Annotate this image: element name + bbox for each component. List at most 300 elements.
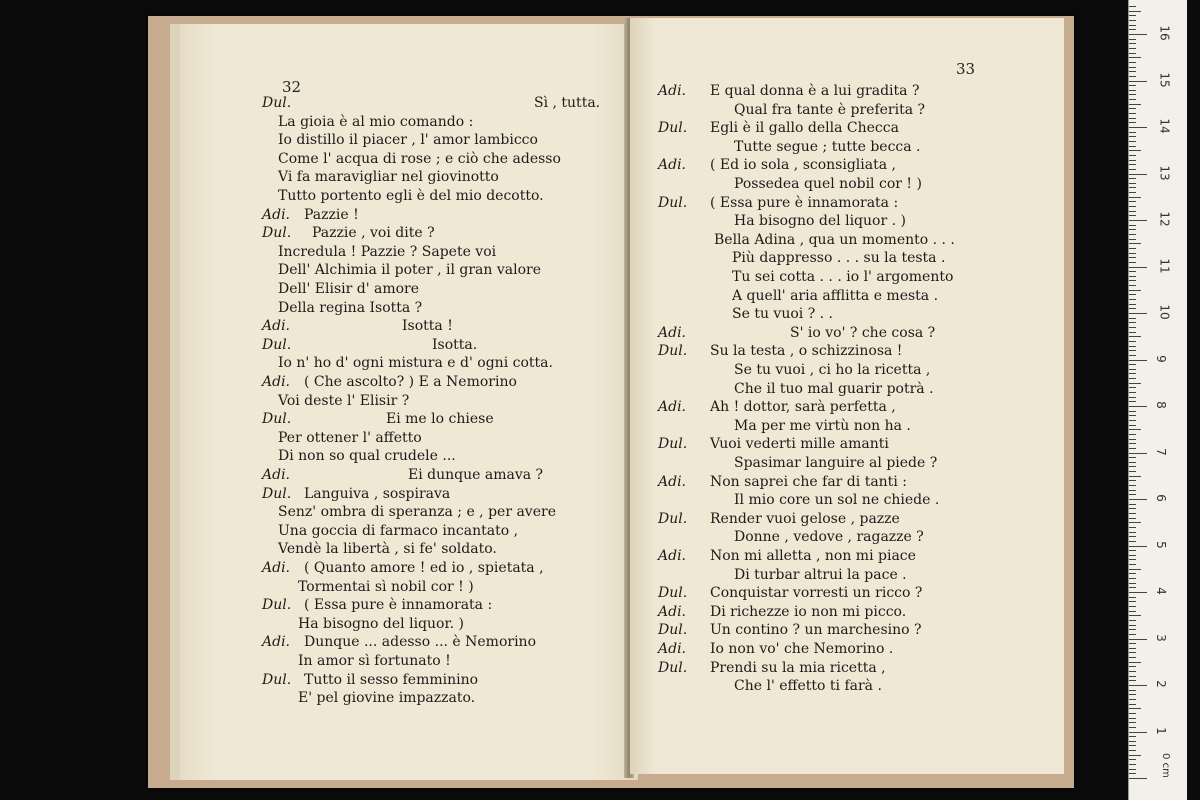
ruler-tick xyxy=(1129,155,1136,156)
ruler-tick xyxy=(1129,680,1136,681)
verse-text: In amor sì fortunato ! xyxy=(298,653,451,669)
text-line xyxy=(262,131,538,149)
ruler-tick xyxy=(1129,745,1136,746)
ruler-tick xyxy=(1129,285,1136,286)
ruler-tick xyxy=(1129,113,1136,114)
verse-text: Vendè la libertà , si fe' soldato. xyxy=(278,541,497,558)
ruler-tick xyxy=(1129,25,1136,26)
ruler-tick xyxy=(1129,294,1136,295)
ruler-tick xyxy=(1129,211,1136,212)
verse-text: E' pel giovine impazzato. xyxy=(298,690,476,707)
measuring-ruler xyxy=(1128,0,1187,800)
ruler-tick xyxy=(1129,718,1136,719)
ruler-tick xyxy=(1129,536,1136,537)
ruler-tick xyxy=(1129,550,1136,551)
verse-text: Ei dunque amava ? xyxy=(408,467,544,483)
ruler-tick xyxy=(1129,666,1136,667)
speaker-label: Dul. xyxy=(262,671,292,688)
ruler-tick xyxy=(1129,197,1141,198)
ruler-tick xyxy=(1129,118,1136,119)
text-line xyxy=(262,652,451,670)
ruler-tick xyxy=(1129,220,1147,221)
ruler-tick xyxy=(1129,341,1136,342)
speaker-label: Adi. xyxy=(262,634,290,651)
ruler-tick xyxy=(1129,769,1136,770)
text-line xyxy=(658,640,893,658)
ruler-tick xyxy=(1129,43,1136,44)
text-line xyxy=(658,268,953,286)
verse-text: ( Ed io sola , sconsigliata , xyxy=(710,157,896,174)
ruler-tick xyxy=(1129,504,1136,505)
ruler-tick xyxy=(1129,671,1136,672)
text-line xyxy=(262,485,450,503)
ruler-tick xyxy=(1129,206,1136,207)
ruler-tick xyxy=(1129,132,1136,133)
ruler-tick xyxy=(1129,373,1136,374)
ruler-tick xyxy=(1129,597,1136,598)
ruler-tick xyxy=(1129,573,1136,574)
ruler-tick xyxy=(1129,57,1141,58)
text-line xyxy=(658,324,935,342)
ruler-tick xyxy=(1129,518,1136,519)
text-line xyxy=(262,373,517,391)
ruler-tick xyxy=(1129,299,1136,300)
ruler-tick xyxy=(1129,434,1136,435)
verse-text: Della regina Isotta ? xyxy=(278,299,423,316)
ruler-tick xyxy=(1129,592,1147,593)
text-line xyxy=(262,94,600,112)
text-line xyxy=(262,168,499,186)
text-line xyxy=(262,466,543,484)
verse-text: Conquistar vorresti un ricco ? xyxy=(710,585,923,602)
left-page xyxy=(170,24,638,780)
text-line xyxy=(658,287,938,305)
ruler-tick xyxy=(1129,11,1141,12)
verse-text: Non saprei che far di tanti : xyxy=(710,473,907,490)
text-line xyxy=(658,473,907,491)
verse-text: La gioia è al mio comando : xyxy=(278,113,474,130)
ruler-number: 13 xyxy=(1157,164,1172,181)
ruler-tick xyxy=(1129,350,1136,351)
ruler-tick xyxy=(1129,201,1136,202)
ruler-tick xyxy=(1129,364,1136,365)
ruler-tick xyxy=(1129,127,1147,128)
ruler-tick xyxy=(1129,625,1136,626)
ruler-tick xyxy=(1129,327,1136,328)
text-line xyxy=(658,119,899,137)
verse-text: E qual donna è a lui gradita ? xyxy=(710,83,920,99)
ruler-tick xyxy=(1129,336,1141,337)
ruler-tick xyxy=(1129,546,1147,547)
text-line xyxy=(658,435,889,453)
ruler-tick xyxy=(1129,397,1136,398)
text-line xyxy=(658,454,937,472)
ruler-tick xyxy=(1129,248,1136,249)
ruler-tick xyxy=(1129,29,1136,30)
ruler-number: 7 xyxy=(1153,447,1168,456)
ruler-tick xyxy=(1129,308,1136,309)
verse-text: Se tu vuoi , ci ho la ricetta , xyxy=(734,362,931,378)
ruler-tick xyxy=(1129,657,1136,658)
ruler-tick xyxy=(1129,108,1136,109)
ruler-tick xyxy=(1129,67,1136,68)
text-line xyxy=(658,305,833,323)
ruler-tick xyxy=(1129,485,1136,486)
ruler-tick xyxy=(1129,304,1136,305)
text-line xyxy=(262,596,492,614)
ruler-tick xyxy=(1129,634,1136,635)
verse-text: Che il tuo mal guarir potrà . xyxy=(734,380,934,397)
text-line xyxy=(658,510,900,528)
text-line xyxy=(658,231,955,249)
ruler-tick xyxy=(1129,690,1136,691)
text-line xyxy=(658,156,896,174)
ruler-tick xyxy=(1129,355,1136,356)
ruler-tick xyxy=(1129,569,1141,570)
ruler-tick xyxy=(1129,243,1141,244)
page-number-left: 32 xyxy=(282,78,302,96)
text-line xyxy=(658,194,898,212)
ruler-tick xyxy=(1129,164,1136,165)
speaker-label: Dul. xyxy=(262,597,292,614)
ruler-tick xyxy=(1129,332,1136,333)
verse-text: Tutto portento egli è del mio decotto. xyxy=(278,188,544,204)
ruler-tick xyxy=(1129,755,1141,756)
speaker-label: Dul. xyxy=(658,659,688,676)
speaker-label: Dul. xyxy=(262,485,292,502)
ruler-tick xyxy=(1129,169,1136,170)
ruler-tick xyxy=(1129,160,1136,161)
ruler-number: 16 xyxy=(1157,25,1172,41)
text-line xyxy=(658,82,919,100)
ruler-tick xyxy=(1129,280,1136,281)
ruler-tick xyxy=(1129,499,1147,500)
ruler-tick xyxy=(1129,466,1136,467)
verse-text: Spasimar languire al piede ? xyxy=(734,455,938,471)
ruler-tick xyxy=(1129,90,1136,91)
ruler-tick xyxy=(1129,225,1136,226)
ruler-tick xyxy=(1129,462,1136,463)
text-line xyxy=(658,659,886,677)
text-line xyxy=(262,410,494,428)
verse-text: Ha bisogno del liquor. ) xyxy=(298,615,464,632)
ruler-tick xyxy=(1129,764,1136,765)
ruler-tick xyxy=(1129,611,1136,612)
ruler-tick xyxy=(1129,20,1136,21)
text-line xyxy=(262,206,359,224)
ruler-tick xyxy=(1129,639,1147,640)
verse-text: Pazzie , voi dite ? xyxy=(312,225,435,242)
ruler-tick xyxy=(1129,369,1136,370)
ruler-tick xyxy=(1129,601,1136,602)
verse-text: Bella Adina , qua un momento . . . xyxy=(714,231,955,248)
ruler-number: 14 xyxy=(1157,118,1172,134)
ruler-tick xyxy=(1129,471,1136,472)
ruler-tick xyxy=(1129,759,1136,760)
verse-text: ( Quanto amore ! ed io , spietata , xyxy=(304,560,544,576)
ruler-tick xyxy=(1129,490,1136,491)
ruler-number: 12 xyxy=(1157,211,1172,227)
ruler-tick xyxy=(1129,360,1147,361)
verse-text: Voi deste l' Elisir ? xyxy=(278,392,410,409)
verse-text: Ei me lo chiese xyxy=(386,411,494,428)
ruler-tick xyxy=(1129,494,1136,495)
speaker-label: Adi. xyxy=(658,157,686,174)
ruler-tick xyxy=(1129,392,1136,393)
verse-text: Incredula ! Pazzie ? Sapete voi xyxy=(278,243,497,260)
ruler-tick xyxy=(1129,773,1136,774)
ruler-number: 9 xyxy=(1153,354,1168,363)
ruler-tick xyxy=(1129,378,1136,379)
ruler-tick xyxy=(1129,448,1136,449)
ruler-tick xyxy=(1129,527,1136,528)
ruler-tick xyxy=(1129,215,1136,216)
speaker-label: Adi. xyxy=(658,603,686,620)
text-line xyxy=(658,249,945,267)
verse-text: Vi fa maravigliar nel giovinotto xyxy=(278,169,499,186)
verse-text: Il mio core un sol ne chiede . xyxy=(734,492,940,509)
ruler-tick xyxy=(1129,406,1147,407)
text-line xyxy=(262,615,464,633)
text-line xyxy=(658,677,882,695)
speaker-label: Dul. xyxy=(658,120,688,137)
verse-text: Tormentai sì nobil cor ! ) xyxy=(298,578,474,595)
ruler-tick xyxy=(1129,234,1136,235)
ruler-number: 3 xyxy=(1153,633,1168,642)
ruler-tick xyxy=(1129,411,1136,412)
verse-text: Tutto il sesso femminino xyxy=(304,671,479,688)
text-line xyxy=(262,354,553,372)
verse-text: Senz' ombra di speranza ; e , per avere xyxy=(278,504,556,521)
speaker-label: Dul. xyxy=(262,95,292,111)
ruler-tick xyxy=(1129,15,1136,16)
ruler-tick xyxy=(1129,122,1136,123)
speaker-label: Dul. xyxy=(262,225,292,242)
ruler-tick xyxy=(1129,778,1147,779)
ruler-tick xyxy=(1129,94,1136,95)
ruler-tick xyxy=(1129,643,1136,644)
ruler-tick xyxy=(1129,276,1136,277)
ruler-tick xyxy=(1129,187,1136,188)
ruler-tick xyxy=(1129,322,1136,323)
text-line xyxy=(262,429,422,447)
ruler-tick xyxy=(1129,174,1147,175)
speaker-label: Dul. xyxy=(262,336,292,353)
text-line xyxy=(658,547,916,565)
text-line xyxy=(658,621,922,639)
ruler-tick xyxy=(1129,318,1136,319)
ruler-tick xyxy=(1129,453,1147,454)
speaker-label: Adi. xyxy=(262,560,290,576)
speaker-label: Adi. xyxy=(262,206,290,223)
text-line xyxy=(658,528,924,546)
text-line xyxy=(658,101,925,119)
text-line xyxy=(262,280,419,298)
verse-text: Dunque ... adesso ... è Nemorino xyxy=(304,634,537,651)
ruler-tick xyxy=(1129,583,1136,584)
text-line xyxy=(262,261,541,279)
ruler-tick xyxy=(1129,401,1136,402)
ruler-tick xyxy=(1129,257,1136,258)
right-page xyxy=(630,18,1064,774)
verse-text: Prendi su la mia ricetta , xyxy=(710,659,886,676)
ruler-number: 11 xyxy=(1157,257,1172,274)
ruler-tick xyxy=(1129,290,1141,291)
ruler-tick xyxy=(1129,648,1136,649)
speaker-label: Adi. xyxy=(262,318,290,335)
ruler-number: 8 xyxy=(1153,401,1168,409)
ruler-tick xyxy=(1129,192,1136,193)
text-line xyxy=(262,243,496,261)
verse-text: Di turbar altrui la pace . xyxy=(734,566,907,583)
ruler-tick xyxy=(1129,732,1147,733)
ruler-tick xyxy=(1129,150,1141,151)
ruler-tick xyxy=(1129,141,1136,142)
verse-text: Su la testa , o schizzinosa ! xyxy=(710,343,903,360)
ruler-tick xyxy=(1129,457,1136,458)
verse-text: Di non so qual crudele ... xyxy=(278,448,456,465)
verse-text: Una goccia di farmaco incantato , xyxy=(278,522,519,539)
verse-text: Se tu vuoi ? . . xyxy=(732,306,834,323)
ruler-tick xyxy=(1129,532,1136,533)
ruler-tick xyxy=(1129,620,1136,621)
ruler-tick xyxy=(1129,662,1141,663)
verse-text: Isotta ! xyxy=(402,318,453,335)
ruler-tick xyxy=(1129,615,1141,616)
speaker-label: Adi. xyxy=(658,324,686,341)
ruler-tick xyxy=(1129,262,1136,263)
verse-text: ( Essa pure è innamorata : xyxy=(710,194,899,211)
ruler-number: 2 xyxy=(1153,680,1168,688)
ruler-tick xyxy=(1129,104,1141,105)
verse-text: Per ottener l' affetto xyxy=(278,429,422,446)
ruler-tick xyxy=(1129,415,1136,416)
verse-text: Donne , vedove , ragazze ? xyxy=(734,529,924,546)
text-line xyxy=(262,447,456,465)
verse-text: Di richezze io non mi picco. xyxy=(710,603,907,620)
ruler-tick xyxy=(1129,420,1136,421)
verse-text: Render vuoi gelose , pazze xyxy=(710,510,900,527)
ruler-tick xyxy=(1129,425,1136,426)
speaker-label: Dul. xyxy=(658,510,688,527)
verse-text: ( Che ascolto? ) E a Nemorino xyxy=(304,374,517,390)
ruler-tick xyxy=(1129,62,1136,63)
verse-text: Possedea quel nobil cor ! ) xyxy=(734,176,922,192)
text-line xyxy=(658,138,921,156)
ruler-unit-label: 0 cm xyxy=(1159,753,1171,778)
ruler-tick xyxy=(1129,685,1147,686)
ruler-tick xyxy=(1129,750,1136,751)
verse-text: Pazzie ! xyxy=(304,206,359,223)
text-line xyxy=(658,417,911,435)
ruler-tick xyxy=(1129,708,1141,709)
speaker-label: Adi. xyxy=(658,641,686,657)
ruler-tick xyxy=(1129,439,1136,440)
ruler-tick xyxy=(1129,676,1136,677)
ruler-tick xyxy=(1129,271,1136,272)
ruler-tick xyxy=(1129,513,1136,514)
text-line xyxy=(262,392,409,410)
verse-text: Io n' ho d' ogni mistura e d' ogni cotta. xyxy=(278,355,553,372)
speaker-label: Adi. xyxy=(658,83,686,99)
verse-text: Dell' Alchimia il poter , il gran valore xyxy=(278,262,541,279)
speaker-label: Dul. xyxy=(658,343,688,360)
verse-text: Ah ! dottor, sarà perfetta , xyxy=(710,399,896,416)
ruler-tick xyxy=(1129,480,1136,481)
verse-text: Isotta. xyxy=(432,336,478,353)
ruler-tick xyxy=(1129,652,1136,653)
ruler-tick xyxy=(1129,606,1136,607)
verse-text: Vuoi vederti mille amanti xyxy=(710,436,889,453)
text-line xyxy=(262,578,474,596)
verse-text: Dell' Elisir d' amore xyxy=(278,281,420,297)
speaker-label: Adi. xyxy=(262,467,290,483)
ruler-tick xyxy=(1129,239,1136,240)
speaker-label: Dul. xyxy=(658,436,688,453)
ruler-tick xyxy=(1129,53,1136,54)
text-line xyxy=(658,603,906,621)
text-line xyxy=(262,113,473,131)
ruler-tick xyxy=(1129,741,1136,742)
ruler-tick xyxy=(1129,578,1136,579)
text-line xyxy=(262,559,544,577)
speaker-label: Adi. xyxy=(658,399,686,416)
ruler-tick xyxy=(1129,253,1136,254)
text-line xyxy=(262,671,478,689)
ruler-tick xyxy=(1129,694,1136,695)
ruler-tick xyxy=(1129,136,1136,137)
ruler-tick xyxy=(1129,522,1141,523)
ruler-tick xyxy=(1129,313,1147,314)
speaker-label: Dul. xyxy=(658,194,688,211)
verse-text: Ma per me virtù non ha . xyxy=(734,417,911,434)
verse-text: Tu sei cotta . . . io l' argomento xyxy=(732,269,954,285)
text-line xyxy=(262,633,536,651)
ruler-tick xyxy=(1129,183,1136,184)
ruler-tick xyxy=(1129,229,1136,230)
ruler-tick xyxy=(1129,476,1141,477)
speaker-label: Adi. xyxy=(658,473,686,490)
ruler-tick xyxy=(1129,555,1136,556)
ruler-tick xyxy=(1129,727,1136,728)
speaker-label: Adi. xyxy=(658,548,686,564)
text-line xyxy=(262,689,475,707)
text-line xyxy=(658,398,896,416)
ruler-number: 6 xyxy=(1153,494,1168,502)
ruler-tick xyxy=(1129,704,1136,705)
ruler-tick xyxy=(1129,587,1136,588)
verse-text: Io non vo' che Nemorino . xyxy=(710,641,894,657)
text-line xyxy=(262,150,561,168)
verse-text: Io distillo il piacer , l' amor lambicco xyxy=(278,132,538,149)
ruler-tick xyxy=(1129,146,1136,147)
text-line xyxy=(658,584,922,602)
verse-text: Sì , tutta. xyxy=(534,95,601,111)
verse-text: Ha bisogno del liquor . ) xyxy=(734,213,906,230)
speaker-label: Dul. xyxy=(658,585,688,602)
ruler-tick xyxy=(1129,81,1147,82)
ruler-tick xyxy=(1129,178,1136,179)
ruler-number: 5 xyxy=(1153,540,1168,549)
verse-text: Un contino ? un marchesino ? xyxy=(710,622,922,639)
text-line xyxy=(658,342,902,360)
text-line xyxy=(658,380,934,398)
text-line xyxy=(262,503,556,521)
speaker-label: Dul. xyxy=(262,411,292,428)
verse-text: Tutte segue ; tutte becca . xyxy=(734,138,921,155)
ruler-tick xyxy=(1129,508,1136,509)
text-line xyxy=(658,175,922,193)
